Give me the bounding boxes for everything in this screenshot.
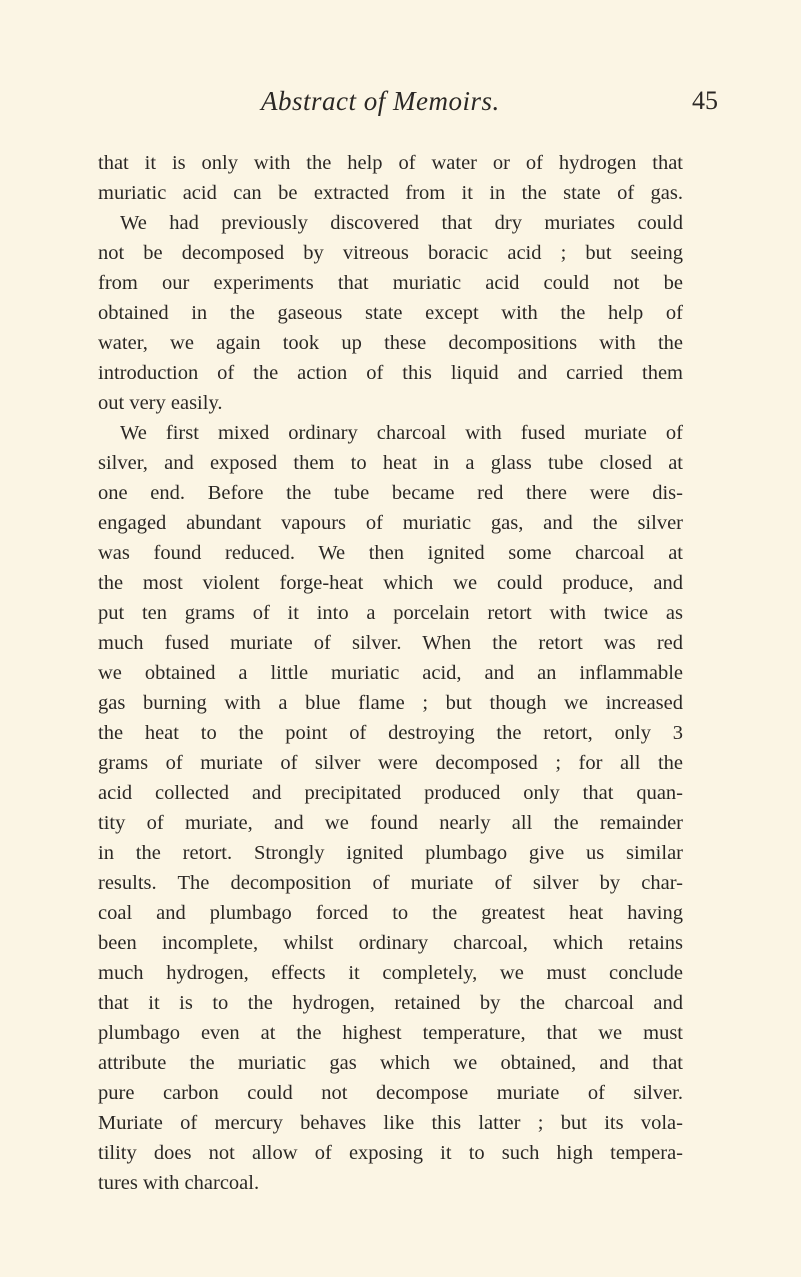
text-line: tity of muriate, and we found nearly all the remainder xyxy=(98,812,683,834)
running-head xyxy=(96,86,718,126)
text-line: muriatic acid can be extracted from it in the state of gas. xyxy=(98,182,683,204)
text-line: one end. Before the tube became red there were dis- xyxy=(98,482,683,504)
text-line: in the retort. Strongly ignited plumbago give us similar xyxy=(98,842,683,864)
text-line: we obtained a little muriatic acid, and an inflammable xyxy=(98,662,683,684)
page-number: 45 xyxy=(692,86,718,115)
text-line: was found reduced. We then ignited some charcoal at xyxy=(98,542,683,564)
text-line: We had previously discovered that dry muriates could xyxy=(120,212,683,234)
text-line: grams of muriate of silver were decomposed ; for all the xyxy=(98,752,683,774)
text-line: attribute the muriatic gas which we obtained, and that xyxy=(98,1052,683,1074)
text-line: not be decomposed by vitreous boracic acid ; but seeing xyxy=(98,242,683,264)
text-line: Muriate of mercury behaves like this latter ; but its vola- xyxy=(98,1112,683,1134)
text-line: engaged abundant vapours of muriatic gas, and the silver xyxy=(98,512,683,534)
text-line: We first mixed ordinary charcoal with fused muriate of xyxy=(120,422,683,444)
text-line: pure carbon could not decompose muriate of silver. xyxy=(98,1082,683,1104)
text-line: put ten grams of it into a porcelain retort with twice as xyxy=(98,602,683,624)
text-line: the most violent forge-heat which we could produce, and xyxy=(98,572,683,594)
text-line: been incomplete, whilst ordinary charcoal, which retains xyxy=(98,932,683,954)
text-line: out very easily. xyxy=(98,392,223,414)
text-line: from our experiments that muriatic acid could not be xyxy=(98,272,683,294)
text-line: plumbago even at the highest temperature, that we must xyxy=(98,1022,683,1044)
text-line: introduction of the action of this liquid and carried them xyxy=(98,362,683,384)
text-line: tility does not allow of exposing it to such high tempera- xyxy=(98,1142,683,1164)
text-line: silver, and exposed them to heat in a glass tube closed at xyxy=(98,452,683,474)
text-line: that it is only with the help of water or of hydrogen that xyxy=(98,152,683,174)
text-line: the heat to the point of destroying the retort, only 3 xyxy=(98,722,683,744)
text-line: acid collected and precipitated produced only that quan- xyxy=(98,782,683,804)
text-line: much fused muriate of silver. When the retort was red xyxy=(98,632,683,654)
text-line: water, we again took up these decompositions with the xyxy=(98,332,683,354)
text-line: gas burning with a blue flame ; but though we increased xyxy=(98,692,683,714)
running-head-title: Abstract of Memoirs. xyxy=(261,86,500,116)
text-line: tures with charcoal. xyxy=(98,1172,260,1194)
text-line: obtained in the gaseous state except with the help of xyxy=(98,302,683,324)
text-line: much hydrogen, effects it completely, we must conclude xyxy=(98,962,683,984)
text-line: results. The decomposition of muriate of silver by char- xyxy=(98,872,683,894)
text-line: that it is to the hydrogen, retained by the charcoal and xyxy=(98,992,683,1014)
text-line: coal and plumbago forced to the greatest heat having xyxy=(98,902,683,924)
body-text xyxy=(98,148,683,1198)
